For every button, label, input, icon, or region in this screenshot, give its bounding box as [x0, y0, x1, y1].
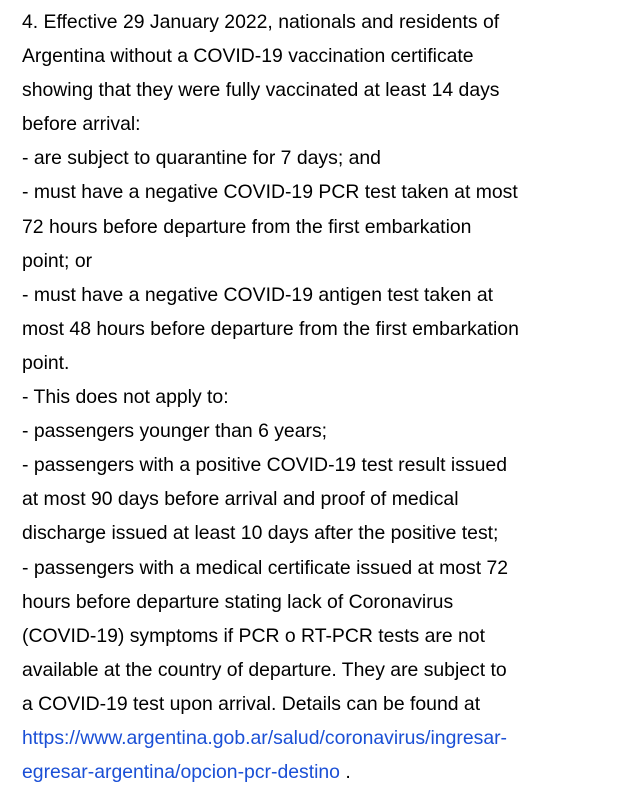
- text-line: showing that they were fully vaccinated at least 14 days: [22, 79, 500, 102]
- trailing-period: .: [339, 761, 351, 784]
- text-line: - This does not apply to:: [22, 386, 229, 409]
- text-line: discharge issued at least 10 days after the positive test;: [22, 522, 499, 545]
- text-line: before arrival:: [22, 113, 141, 136]
- argentina-gov-link-continued[interactable]: egresar-argentina/opcion-pcr-destino: [22, 761, 340, 784]
- text-line: point; or: [22, 249, 93, 272]
- text-line: - passengers with a positive COVID-19 test result issued: [22, 454, 507, 477]
- argentina-gov-link[interactable]: https://www.argentina.gob.ar/salud/coronavirus/ingresar-: [22, 726, 508, 749]
- link-line: [22, 721, 607, 755]
- text-line: 4. Effective 29 January 2022, nationals and residents of: [22, 11, 500, 33]
- text-line: - passengers younger than 6 years;: [22, 420, 328, 443]
- text-line: a COVID-19 test upon arrival. Details can be found at: [22, 692, 481, 715]
- link-line: [22, 755, 607, 789]
- text-line: 72 hours before departure from the first embarkation: [22, 215, 472, 238]
- text-line: point.: [22, 351, 70, 374]
- text-line: at most 90 days before arrival and proof of medical: [22, 488, 459, 511]
- text-line: - must have a negative COVID-19 antigen test taken at: [22, 283, 494, 306]
- text-line: Argentina without a COVID-19 vaccination certificate: [22, 45, 474, 68]
- text-line: - passengers with a medical certificate issued at most 72: [22, 556, 509, 579]
- text-line: most 48 hours before departure from the first embarkation: [22, 317, 519, 340]
- text-line: - are subject to quarantine for 7 days; and: [22, 147, 381, 170]
- text-line: (COVID-19) symptoms if PCR o RT-PCR tests are not: [22, 624, 485, 647]
- text-line: available at the country of departure. They are subject to: [22, 658, 507, 681]
- text-line: - must have a negative COVID-19 PCR test taken at most: [22, 181, 518, 204]
- text-line: hours before departure stating lack of Coronavirus: [22, 590, 454, 613]
